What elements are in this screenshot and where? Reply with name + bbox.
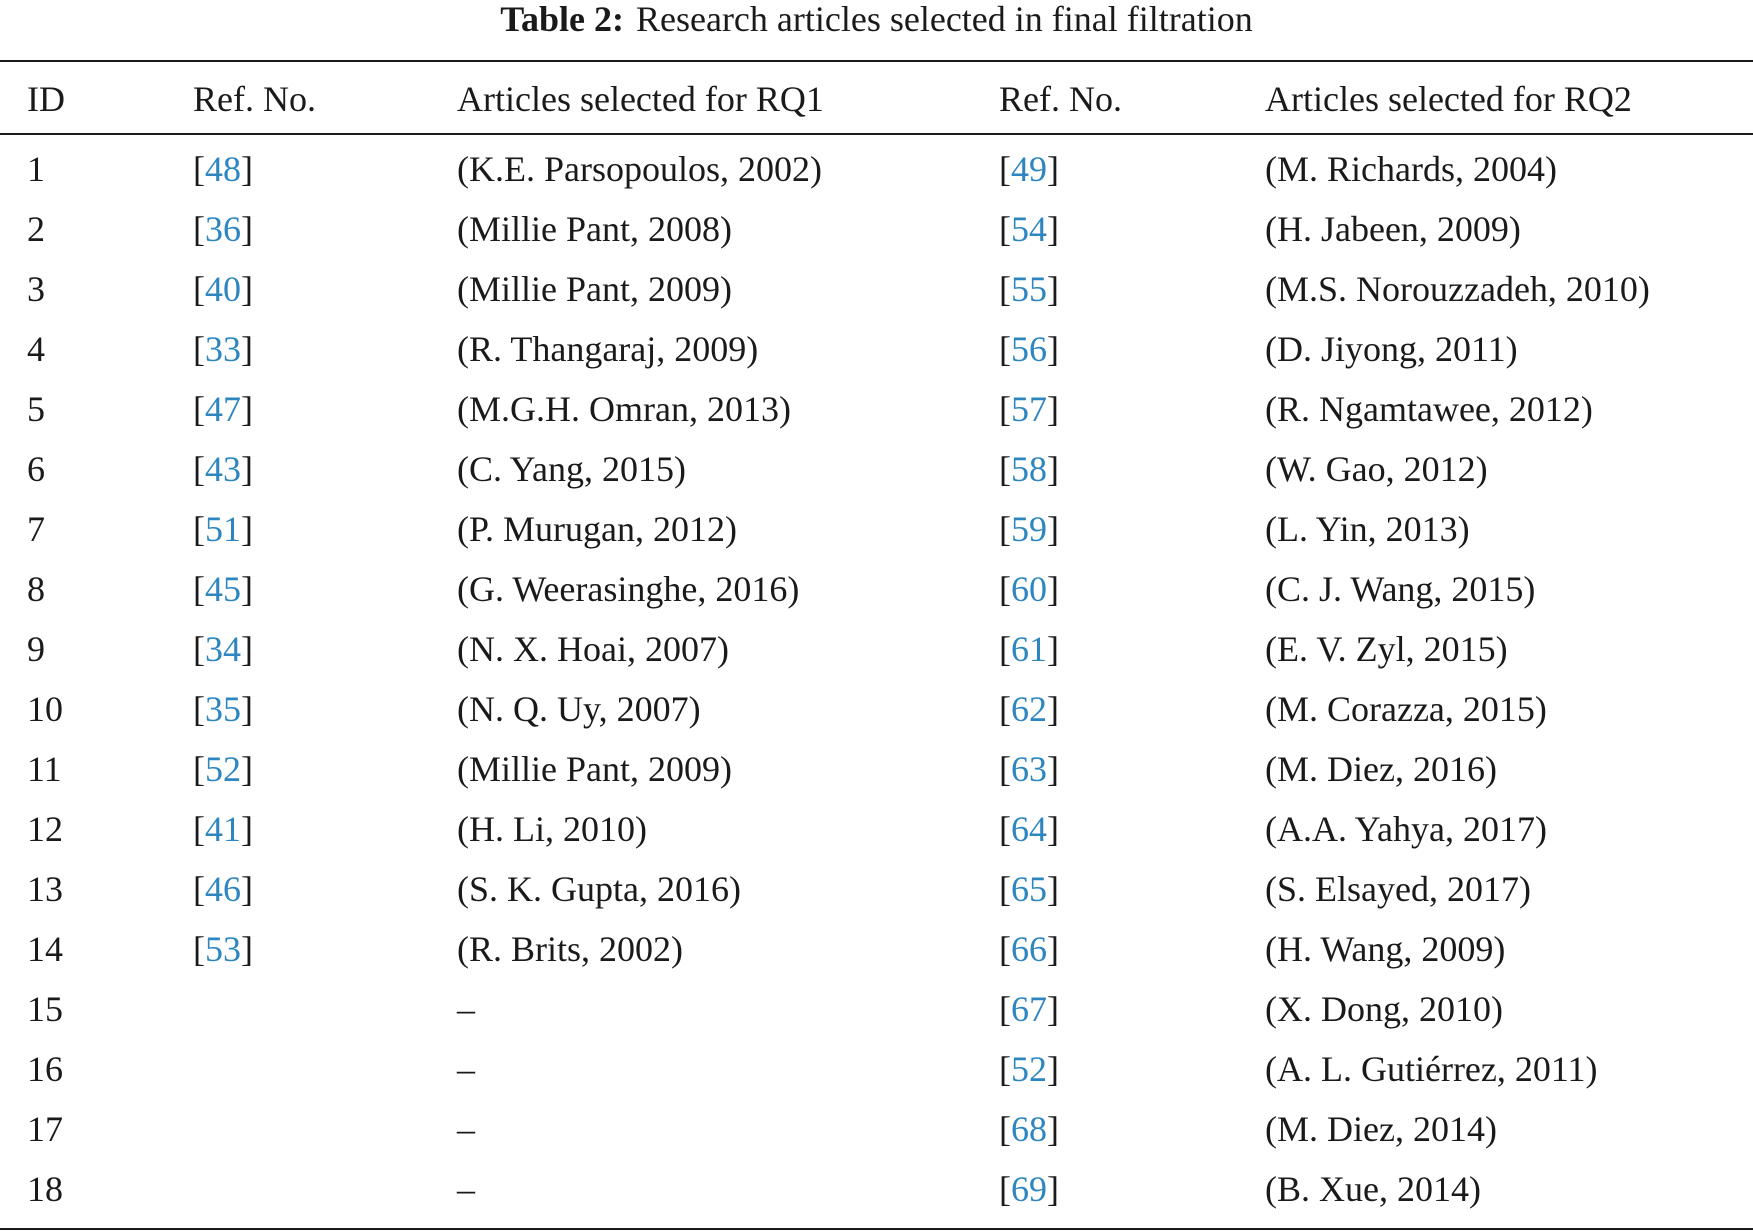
row-id: 5 — [27, 389, 45, 429]
ref-number[interactable]: 56 — [1011, 329, 1047, 369]
ref-number[interactable]: 69 — [1011, 1169, 1047, 1209]
table-row — [0, 624, 1753, 674]
article-rq2: (E. V. Zyl, 2015) — [1265, 629, 1508, 669]
table-row — [0, 144, 1753, 194]
ref-link-rq2[interactable]: [49] — [999, 149, 1059, 189]
ref-link-rq2[interactable]: [55] — [999, 269, 1059, 309]
article-rq1: – — [457, 1169, 475, 1209]
table-row — [0, 1104, 1753, 1154]
ref-number[interactable]: 48 — [205, 149, 241, 189]
ref-number[interactable]: 55 — [1011, 269, 1047, 309]
row-id: 10 — [27, 689, 63, 729]
ref-link-rq1[interactable]: [35] — [193, 689, 253, 729]
ref-link-rq2[interactable]: [58] — [999, 449, 1059, 489]
ref-link-rq2[interactable]: [62] — [999, 689, 1059, 729]
ref-link-rq2[interactable]: [61] — [999, 629, 1059, 669]
ref-link-rq2[interactable]: [64] — [999, 809, 1059, 849]
row-id: 6 — [27, 449, 45, 489]
ref-link-rq2[interactable]: [65] — [999, 869, 1059, 909]
row-id: 9 — [27, 629, 45, 669]
ref-number[interactable]: 62 — [1011, 689, 1047, 729]
ref-number[interactable]: 68 — [1011, 1109, 1047, 1149]
table-row — [0, 924, 1753, 974]
ref-link-rq2[interactable]: [54] — [999, 209, 1059, 249]
ref-number[interactable]: 51 — [205, 509, 241, 549]
table-header-row — [0, 74, 1753, 124]
article-rq1: – — [457, 1109, 475, 1149]
ref-number[interactable]: 64 — [1011, 809, 1047, 849]
ref-link-rq2[interactable]: [69] — [999, 1169, 1059, 1209]
article-rq2: (M. Diez, 2016) — [1265, 749, 1497, 789]
table-row — [0, 1164, 1753, 1214]
row-id: 8 — [27, 569, 45, 609]
article-rq2: (X. Dong, 2010) — [1265, 989, 1503, 1029]
table-row — [0, 444, 1753, 494]
ref-link-rq1[interactable]: [47] — [193, 389, 253, 429]
header-articles-rq2: Articles selected for RQ2 — [1265, 79, 1632, 119]
article-rq1: (K.E. Parsopoulos, 2002) — [457, 149, 822, 189]
ref-link-rq2[interactable]: [56] — [999, 329, 1059, 369]
ref-number[interactable]: 63 — [1011, 749, 1047, 789]
ref-number[interactable]: 46 — [205, 869, 241, 909]
ref-number[interactable]: 47 — [205, 389, 241, 429]
ref-number[interactable]: 43 — [205, 449, 241, 489]
row-id: 18 — [27, 1169, 63, 1209]
article-rq2: (R. Ngamtawee, 2012) — [1265, 389, 1593, 429]
article-rq1: (Millie Pant, 2009) — [457, 269, 732, 309]
row-id: 16 — [27, 1049, 63, 1089]
table-row — [0, 384, 1753, 434]
ref-number[interactable]: 65 — [1011, 869, 1047, 909]
ref-link-rq1[interactable]: [46] — [193, 869, 253, 909]
article-rq1: (M.G.H. Omran, 2013) — [457, 389, 791, 429]
ref-number[interactable]: 52 — [1011, 1049, 1047, 1089]
article-rq2: (M. Richards, 2004) — [1265, 149, 1557, 189]
ref-link-rq2[interactable]: [63] — [999, 749, 1059, 789]
row-id: 2 — [27, 209, 45, 249]
ref-number[interactable]: 66 — [1011, 929, 1047, 969]
ref-link-rq2[interactable]: [52] — [999, 1049, 1059, 1089]
row-id: 4 — [27, 329, 45, 369]
article-rq2: (A.A. Yahya, 2017) — [1265, 809, 1547, 849]
article-rq2: (W. Gao, 2012) — [1265, 449, 1488, 489]
ref-number[interactable]: 41 — [205, 809, 241, 849]
ref-number[interactable]: 33 — [205, 329, 241, 369]
table-row — [0, 564, 1753, 614]
article-rq1: (P. Murugan, 2012) — [457, 509, 737, 549]
header-articles-rq1: Articles selected for RQ1 — [457, 79, 824, 119]
header-id: ID — [27, 79, 65, 119]
ref-number[interactable]: 59 — [1011, 509, 1047, 549]
table-row — [0, 744, 1753, 794]
ref-link-rq1[interactable]: [53] — [193, 929, 253, 969]
ref-link-rq1[interactable]: [45] — [193, 569, 253, 609]
article-rq1: (C. Yang, 2015) — [457, 449, 687, 489]
row-id: 11 — [27, 749, 62, 789]
table-row — [0, 684, 1753, 734]
ref-link-rq2[interactable]: [68] — [999, 1109, 1059, 1149]
table-row — [0, 204, 1753, 254]
ref-link-rq2[interactable]: [67] — [999, 989, 1059, 1029]
ref-number[interactable]: 35 — [205, 689, 241, 729]
ref-link-rq2[interactable]: [57] — [999, 389, 1059, 429]
article-rq2: (H. Jabeen, 2009) — [1265, 209, 1521, 249]
ref-number[interactable]: 54 — [1011, 209, 1047, 249]
article-rq2: (L. Yin, 2013) — [1265, 509, 1470, 549]
row-id: 3 — [27, 269, 45, 309]
table-row — [0, 1044, 1753, 1094]
table-row — [0, 984, 1753, 1034]
ref-link-rq1[interactable]: [40] — [193, 269, 253, 309]
row-id: 12 — [27, 809, 63, 849]
ref-link-rq2[interactable]: [60] — [999, 569, 1059, 609]
ref-link-rq1[interactable]: [48] — [193, 149, 253, 189]
table-row — [0, 504, 1753, 554]
ref-link-rq2[interactable]: [59] — [999, 509, 1059, 549]
table-row — [0, 324, 1753, 374]
table-header-rule — [0, 133, 1753, 135]
ref-number[interactable]: 58 — [1011, 449, 1047, 489]
ref-number[interactable]: 49 — [1011, 149, 1047, 189]
article-rq1: – — [457, 989, 475, 1029]
article-rq2: (S. Elsayed, 2017) — [1265, 869, 1531, 909]
ref-number[interactable]: 57 — [1011, 389, 1047, 429]
ref-number[interactable]: 53 — [205, 929, 241, 969]
ref-link-rq1[interactable]: [36] — [193, 209, 253, 249]
ref-link-rq1[interactable]: [33] — [193, 329, 253, 369]
ref-link-rq1[interactable]: [41] — [193, 809, 253, 849]
article-rq2: (B. Xue, 2014) — [1265, 1169, 1481, 1209]
ref-number[interactable]: 34 — [205, 629, 241, 669]
article-rq1: (R. Brits, 2002) — [457, 929, 684, 969]
caption-label: Table 2: — [500, 0, 624, 39]
ref-link-rq2[interactable]: [66] — [999, 929, 1059, 969]
article-rq2: (A. L. Gutiérrez, 2011) — [1265, 1049, 1598, 1089]
row-id: 17 — [27, 1109, 63, 1149]
article-rq1: (H. Li, 2010) — [457, 809, 647, 849]
header-ref-no-rq1: Ref. No. — [193, 79, 316, 119]
article-rq2: (M.S. Norouzzadeh, 2010) — [1265, 269, 1650, 309]
ref-number[interactable]: 60 — [1011, 569, 1047, 609]
table-caption — [0, 0, 1753, 40]
row-id: 15 — [27, 989, 63, 1029]
ref-link-rq1[interactable]: [34] — [193, 629, 253, 669]
article-rq1: (R. Thangaraj, 2009) — [457, 329, 759, 369]
article-rq1: (N. X. Hoai, 2007) — [457, 629, 729, 669]
article-rq2: (M. Diez, 2014) — [1265, 1109, 1497, 1149]
ref-link-rq1[interactable]: [52] — [193, 749, 253, 789]
article-rq2: (H. Wang, 2009) — [1265, 929, 1506, 969]
ref-link-rq1[interactable]: [51] — [193, 509, 253, 549]
table-top-rule — [0, 60, 1753, 62]
article-rq2: (C. J. Wang, 2015) — [1265, 569, 1536, 609]
ref-number[interactable]: 61 — [1011, 629, 1047, 669]
article-rq1: – — [457, 1049, 475, 1089]
row-id: 7 — [27, 509, 45, 549]
row-id: 13 — [27, 869, 63, 909]
table-row — [0, 264, 1753, 314]
header-ref-no-rq2: Ref. No. — [999, 79, 1122, 119]
ref-number[interactable]: 36 — [205, 209, 241, 249]
table-bottom-rule — [0, 1228, 1753, 1230]
article-rq1: (S. K. Gupta, 2016) — [457, 869, 741, 909]
table-row — [0, 864, 1753, 914]
article-rq1: (Millie Pant, 2008) — [457, 209, 732, 249]
article-rq1: (G. Weerasinghe, 2016) — [457, 569, 800, 609]
ref-link-rq1[interactable]: [43] — [193, 449, 253, 489]
row-id: 1 — [27, 149, 45, 189]
row-id: 14 — [27, 929, 63, 969]
article-rq2: (M. Corazza, 2015) — [1265, 689, 1547, 729]
ref-number[interactable]: 40 — [205, 269, 241, 309]
article-rq1: (N. Q. Uy, 2007) — [457, 689, 701, 729]
article-rq2: (D. Jiyong, 2011) — [1265, 329, 1518, 369]
ref-number[interactable]: 52 — [205, 749, 241, 789]
article-rq1: (Millie Pant, 2009) — [457, 749, 732, 789]
caption-text: Research articles selected in final filtration — [635, 0, 1253, 39]
table-row — [0, 804, 1753, 854]
ref-number[interactable]: 45 — [205, 569, 241, 609]
ref-number[interactable]: 67 — [1011, 989, 1047, 1029]
